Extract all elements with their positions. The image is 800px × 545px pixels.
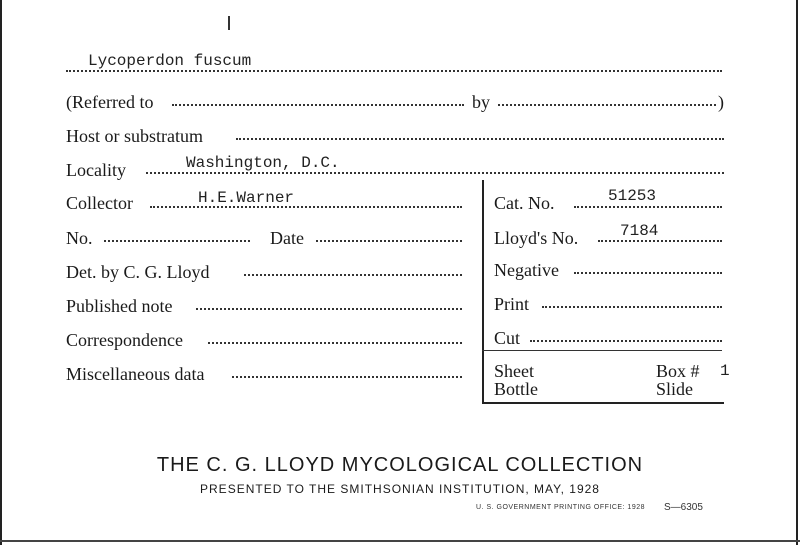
locality-line	[146, 172, 724, 174]
lloyd-value: 7184	[620, 222, 659, 240]
collection-title: THE C. G. LLOYD MYCOLOGICAL COLLECTION	[156, 454, 644, 476]
species-value: Lycoperdon fuscum	[88, 52, 252, 70]
slide-label: Slide	[656, 379, 694, 399]
cut-line	[530, 340, 722, 342]
by-line	[498, 104, 716, 106]
negative-label: Negative	[494, 260, 559, 280]
collection-subtitle: PRESENTED TO THE SMITHSONIAN INSTITUTION, MAY, 1928	[200, 482, 600, 496]
cut-underline	[482, 350, 722, 351]
misc-line	[232, 376, 462, 378]
cat-line	[574, 206, 722, 208]
host-label: Host or substratum	[66, 126, 203, 146]
box-number-value: 1	[720, 362, 730, 380]
collector-line	[150, 206, 462, 208]
bottle-label: Bottle	[494, 379, 538, 399]
lloyd-line	[598, 240, 722, 242]
locality-value: Washington, D.C.	[186, 154, 340, 172]
lloyd-label: Lloyd's No.	[494, 228, 579, 248]
collector-label: Collector	[66, 193, 133, 213]
sheet-label: Sheet	[494, 361, 534, 381]
correspondence-label: Correspondence	[66, 330, 183, 350]
det-label: Det. by C. G. Lloyd	[66, 262, 210, 282]
species-line	[66, 70, 722, 72]
box-number-label: Box #	[656, 361, 700, 381]
print-line	[542, 306, 722, 308]
correspondence-line	[208, 342, 462, 344]
print-label: Print	[494, 294, 530, 314]
locality-label: Locality	[66, 160, 126, 180]
cat-value: 51253	[608, 187, 657, 205]
collector-value: H.E.Warner	[198, 189, 295, 207]
host-line	[236, 138, 724, 140]
referred-label: (Referred to	[66, 92, 154, 112]
form-number: S—6305	[664, 502, 703, 513]
det-line	[244, 274, 462, 276]
number-label: No.	[66, 228, 93, 248]
close-paren: )	[718, 92, 724, 112]
negative-line	[574, 272, 722, 274]
top-mark	[228, 16, 230, 30]
misc-label: Miscellaneous data	[66, 364, 205, 384]
published-label: Published note	[66, 296, 173, 316]
cut-label: Cut	[494, 328, 521, 348]
cat-label: Cat. No.	[494, 193, 555, 213]
by-label: by	[472, 92, 490, 112]
card-edge-bottom	[0, 540, 800, 542]
referred-line	[172, 104, 464, 106]
published-line	[196, 308, 462, 310]
date-line	[316, 240, 462, 242]
date-label: Date	[270, 228, 304, 248]
printer-imprint: U. S. GOVERNMENT PRINTING OFFICE: 1928	[476, 504, 646, 511]
number-line	[104, 240, 250, 242]
